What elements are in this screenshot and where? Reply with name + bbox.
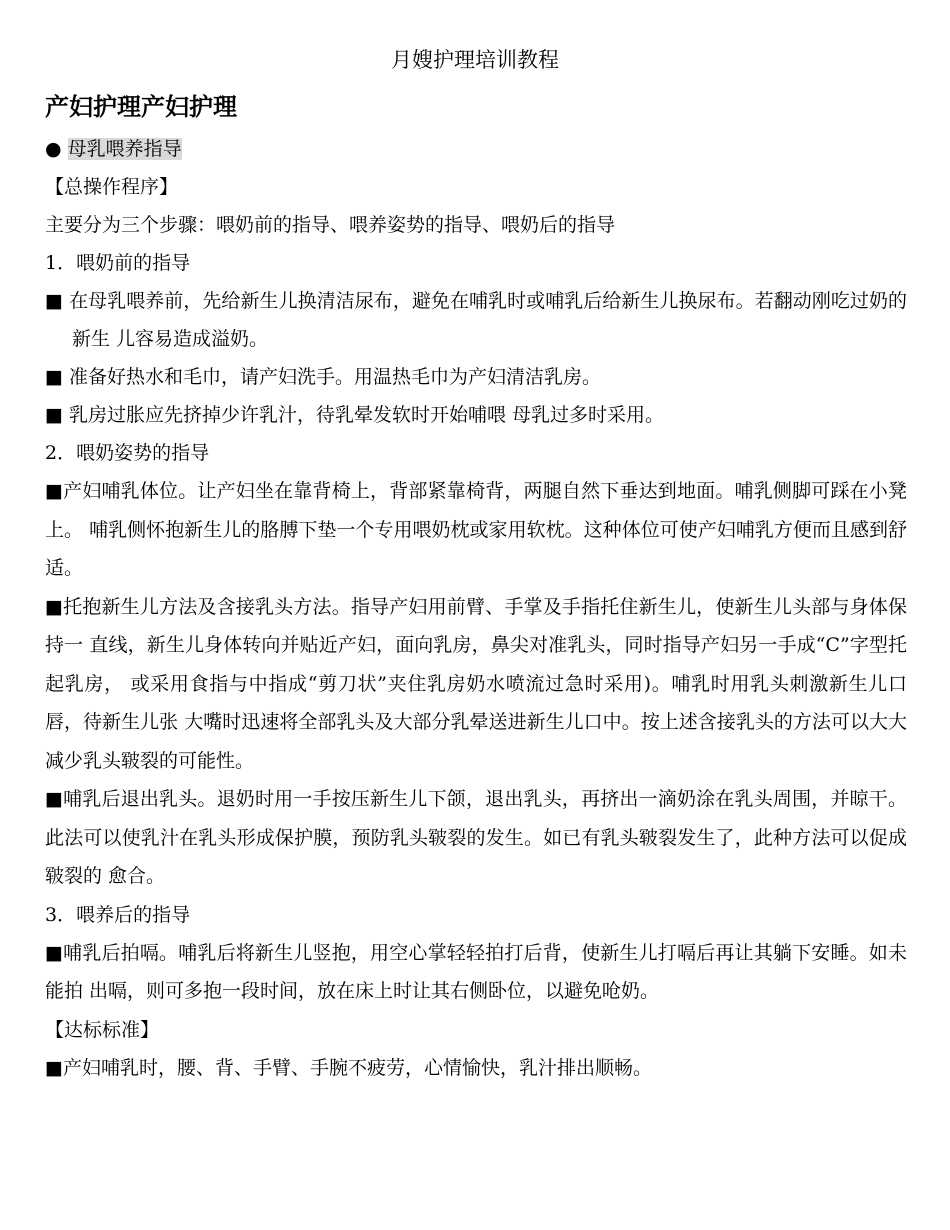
step1-item-1: ■ 在母乳喂养前，先给新生儿换清洁尿布，避免在哺乳时或哺乳后给新生儿换尿布。若翻动刚吃过奶的新生 儿容易造成溢奶。 [45,290,907,350]
step2-item-2: ■托抱新生儿方法及含接乳头方法。指导产妇用前臂、手掌及手指托住新生儿，使新生儿头部与身体保持一 直线，新生儿身体转向并贴近产妇，面向乳房，鼻尖对准乳头，同时指导产妇另一手成“C”字型托起乳房， 或采用食指与中指成“剪刀状”夹住乳房奶水喷流过急时采用)。哺乳时用乳头刺激新生儿口唇，待新生儿张 大嘴时迅速将全部乳头及大部分乳晕送进新生儿口中。按上述含接乳头的方法可以大大减少乳头皲裂的可能性。 [45,595,907,772]
topic-line [45,130,907,168]
step2-item-1: ■产妇哺乳体位。让产妇坐在靠背椅上，背部紧靠椅背，两腿自然下垂达到地面。哺乳侧脚可踩在小凳上。 哺乳侧怀抱新生儿的胳膊下垫一个专用喂奶枕或家用软枕。这种体位可使产妇哺乳方便而且感到舒适。 [45,480,907,579]
standard-heading: 【达标标准】 [45,1018,160,1041]
topic-title: 母乳喂养指导 [67,138,182,160]
step3-item-1: ■哺乳后拍嗝。哺乳后将新生儿竖抱，用空心掌轻轻拍打后背，使新生儿打嗝后再让其躺下安睡。如未能拍 出嗝，则可多抱一段时间，放在床上时让其右侧卧位，以避免呛奶。 [45,941,907,1002]
document-body [45,88,907,1087]
step1-item-3: ■ 乳房过胀应先挤掉少许乳汁，待乳晕发软时开始哺喂 母乳过多时采用。 [45,404,665,426]
bullet-dot-icon: ● [45,138,62,160]
section-heading: 产妇护理产妇护理 [45,93,237,121]
step1-heading: 1．喂奶前的指导 [45,252,191,274]
step2-item-3: ■哺乳后退出乳头。退奶时用一手按压新生儿下颌，退出乳头，再挤出一滴奶涂在乳头周围，并晾干。此法可以使乳汁在乳头形成保护膜，预防乳头皲裂的发生。如已有乳头皲裂发生了，此种方法可以促成皲裂的 愈合。 [45,788,907,887]
step3-heading: 3．喂养后的指导 [45,903,191,926]
step2-heading: 2．喂奶姿势的指导 [45,442,210,464]
document-title: 月嫂护理培训教程 [391,48,559,72]
step1-item-2: ■ 准备好热水和毛巾，请产妇洗手。用温热毛巾为产妇清洁乳房。 [45,366,601,388]
summary-text: 主要分为三个步骤：喂奶前的指导、喂养姿势的指导、喂奶后的指导 [45,214,616,236]
procedure-heading: 【总操作程序】 [45,176,179,198]
standard-item-1: ■产妇哺乳时，腰、背、手臂、手腕不疲劳，心情愉快，乳汁排出顺畅。 [45,1056,652,1079]
